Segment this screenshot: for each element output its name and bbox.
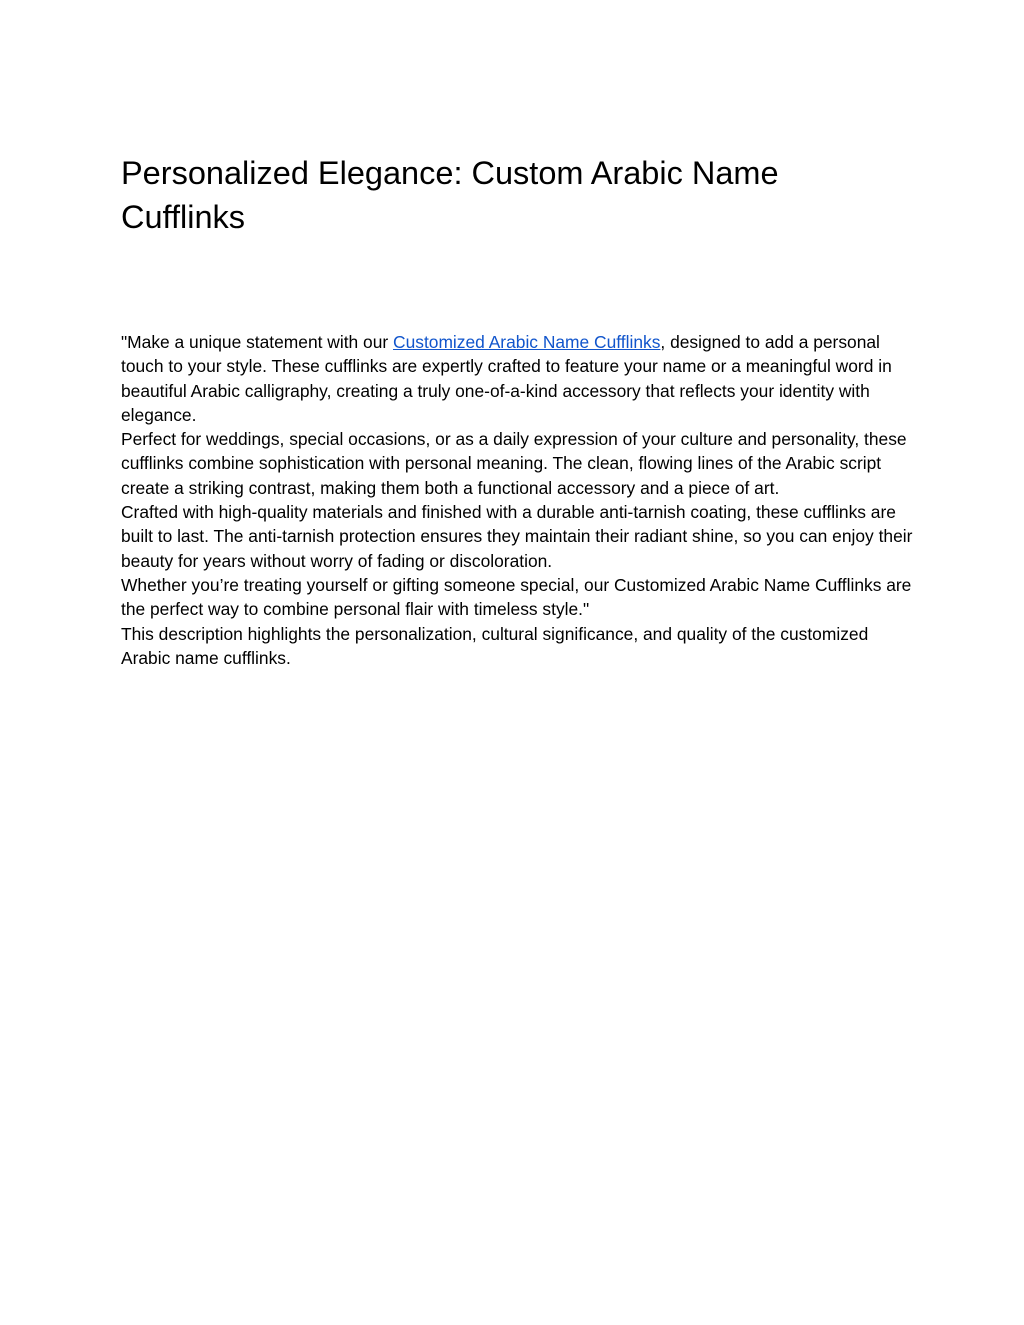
paragraph-summary: This description highlights the personalization, cultural significance, and quality of the customized Arabic name cufflinks. — [121, 623, 869, 668]
intro-text-after: , designed to add a personal touch to your style. These cufflinks are expertly crafted to feature your name or a meaningful word in beautiful Arabic calligraphy, creating a truly one-of-a-kind accessory that reflects your identity with elegance. — [121, 332, 892, 425]
intro-text-before: "Make a unique statement with our — [121, 332, 394, 352]
paragraph-gifting: Whether you’re treating yourself or gifting someone special, our Customized Arabic Name Cufflinks are the perfect way to combine personal flair with timeless style." — [121, 574, 912, 620]
document-title: Personalized Elegance: Custom Arabic Name Cufflinks — [121, 155, 779, 235]
paragraph-occasions: Perfect for weddings, special occasions, or as a daily expression of your culture and personality, these cufflinks combine sophistication with personal meaning. The clean, flowing lines of the Arabic script create a striking contrast, making them both a functional accessory and a piece of art. — [121, 429, 907, 498]
paragraph-intro — [121, 330, 921, 427]
document-body — [121, 330, 921, 670]
product-link[interactable]: Customized Arabic Name Cufflinks — [393, 332, 661, 352]
paragraph-materials: Crafted with high-quality materials and finished with a durable anti-tarnish coating, these cufflinks are built to last. The anti-tarnish protection ensures they maintain their radiant shine, so you can enjoy their beauty for years without worry of fading or discoloration. — [121, 502, 913, 571]
